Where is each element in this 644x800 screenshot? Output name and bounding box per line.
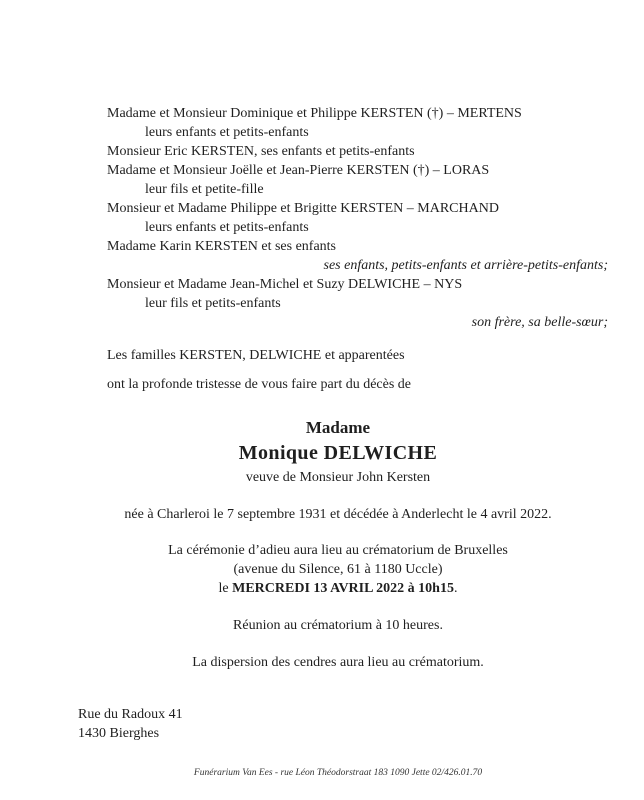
funeral-home-footer: Funérarium Van Ees - rue Léon Théodorstraat 183 1090 Jette 02/426.01.70 (193, 768, 483, 778)
family-line: leurs enfants et petits-enfants (145, 220, 309, 235)
family-line: leur fils et petite-fille (145, 182, 264, 197)
birth-death-line: née à Charleroi le 7 septembre 1931 et décédée à Anderlecht le 4 avril 2022. (124, 507, 552, 522)
relation-line: ses enfants, petits-enfants et arrière-petits-enfants; (323, 258, 608, 273)
family-list (68, 104, 608, 332)
family-line: leurs enfants et petits-enfants (145, 125, 309, 140)
ceremony-block (68, 541, 608, 598)
families-summary-line: Les familles KERSTEN, DELWICHE et apparentées (107, 348, 405, 363)
address-city: 1430 Bierghes (78, 726, 160, 741)
family-address (68, 705, 608, 743)
family-line: Madame Karin KERSTEN et ses enfants (107, 239, 336, 254)
ceremony-location-line: La cérémonie d’adieu aura lieu au crématorium de Bruxelles (168, 543, 508, 558)
ceremony-address-line: (avenue du Silence, 61 à 1180 Uccle) (233, 562, 443, 577)
relation-line: son frère, sa belle-sœur; (471, 315, 608, 330)
address-street: Rue du Radoux 41 (78, 707, 183, 722)
announcement-line: ont la profonde tristesse de vous faire part du décès de (107, 377, 412, 392)
deceased-name: Monique DELWICHE (238, 442, 438, 464)
family-line: leur fils et petits-enfants (145, 296, 281, 311)
announcement-content (68, 0, 608, 779)
ceremony-date-prefix: le (218, 581, 233, 596)
family-line: Madame et Monsieur Dominique et Philippe KERSTEN (†) – MERTENS (107, 106, 522, 121)
family-line: Monsieur Eric KERSTEN, ses enfants et petits-enfants (107, 144, 415, 159)
family-line: Monsieur et Madame Jean-Michel et Suzy DELWICHE – NYS (107, 277, 463, 292)
deceased-title: Madame (305, 418, 371, 437)
ceremony-date-bold: MERCREDI 13 AVRIL 2022 à 10h15 (232, 581, 454, 596)
family-line: Monsieur et Madame Philippe et Brigitte KERSTEN – MARCHAND (107, 201, 499, 216)
ceremony-date-suffix: . (453, 581, 458, 596)
family-line: Madame et Monsieur Joëlle et Jean-Pierre KERSTEN (†) – LORAS (107, 163, 490, 178)
ceremony-date-line (68, 579, 608, 598)
widow-line: veuve de Monsieur John Kersten (245, 470, 431, 485)
ashes-dispersion-line: La dispersion des cendres aura lieu au crématorium. (192, 655, 484, 670)
meeting-line: Réunion au crématorium à 10 heures. (233, 618, 443, 633)
